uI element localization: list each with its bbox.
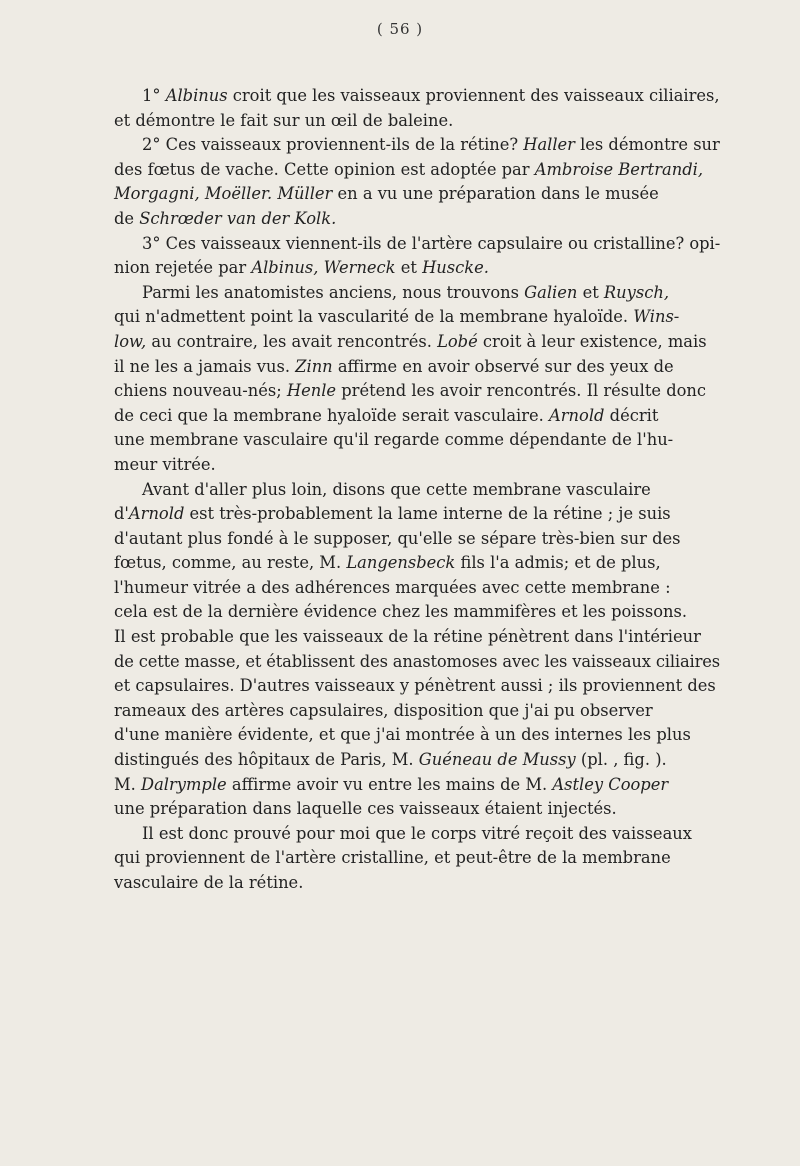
text-line xyxy=(114,699,720,724)
text-run: d' xyxy=(114,504,129,524)
italic-name: Zinn xyxy=(295,356,333,376)
text-run: vasculaire de la rétine. xyxy=(114,873,304,892)
italic-name: Galien xyxy=(524,282,578,302)
text-run: Il est donc prouvé pour moi que le corps vitré reçoit des vaisseaux xyxy=(142,823,692,843)
text-run: au contraire, les avait rencontrés. xyxy=(146,331,438,351)
text-run: 3° Ces vaisseaux viennent-ils de l'artère capsulaire ou cristalline? opi- xyxy=(142,233,721,253)
italic-name: Dalrymple xyxy=(141,774,227,794)
italic-name: Albinus xyxy=(165,86,228,105)
text-run: Avant d'aller plus loin, disons que cette membrane vasculaire xyxy=(142,479,651,499)
text-run: distingués des hôpitaux de Paris, M. xyxy=(114,750,419,770)
italic-name: Haller xyxy=(523,135,575,155)
text-run: affirme en avoir observé sur des yeux de xyxy=(332,356,674,376)
text-run: qui n'admettent point la vascularité de la membrane hyaloïde. xyxy=(114,307,634,327)
italic-name: Morgagni, Moëller. Müller xyxy=(114,184,333,204)
text-line xyxy=(114,133,720,158)
italic-name: Guéneau de Mussy xyxy=(418,750,576,770)
italic-name: Arnold xyxy=(549,405,605,425)
text-line xyxy=(114,871,720,896)
text-run: meur vitrée. xyxy=(114,454,216,474)
italic-name: Langensbeck xyxy=(346,553,456,573)
text-run: Parmi les anatomistes anciens, nous trouvons xyxy=(142,282,525,302)
text-line xyxy=(114,822,720,847)
text-line xyxy=(114,379,720,404)
text-line xyxy=(114,723,720,748)
text-line xyxy=(114,84,720,109)
italic-name: Huscke. xyxy=(422,258,489,278)
text-line xyxy=(114,404,720,429)
text-line xyxy=(114,797,720,822)
text-line xyxy=(114,551,720,576)
text-run: et xyxy=(395,258,423,278)
text-run: une préparation dans laquelle ces vaisseaux étaient injectés. xyxy=(114,799,617,819)
text-run: en a vu une préparation dans le musée xyxy=(332,184,659,204)
text-run: croit à leur existence, mais xyxy=(477,331,707,351)
text-run: de ceci que la membrane hyaloïde serait vasculaire. xyxy=(114,405,550,425)
text-line xyxy=(114,478,720,503)
text-line xyxy=(114,600,720,625)
text-run: croit que les vaisseaux proviennent des vaisseaux ciliaires, xyxy=(227,86,720,105)
text-run: est très-probablement la lame interne de la rétine ; je suis xyxy=(184,504,671,524)
italic-name: Schrœder van der Kolk. xyxy=(139,208,337,228)
text-run: qui proviennent de l'artère cristalline, et peut-être de la membrane xyxy=(114,848,671,868)
text-line xyxy=(114,674,720,699)
text-run: 2° Ces vaisseaux proviennent-ils de la rétine? xyxy=(142,135,524,155)
text-line xyxy=(114,305,720,330)
text-line xyxy=(114,158,720,183)
text-run: d'une manière évidente, et que j'ai montrée à un des internes les plus xyxy=(114,725,691,745)
text-run: (pl. , fig. ). xyxy=(575,750,667,770)
text-line xyxy=(114,355,720,380)
text-line xyxy=(114,650,720,675)
text-line xyxy=(114,527,720,552)
text-run: une membrane vasculaire qu'il regarde comme dépendante de l'hu- xyxy=(114,430,674,450)
text-run: et démontre le fait sur un œil de baleine. xyxy=(114,110,454,130)
italic-name: low, xyxy=(114,331,147,351)
text-run: les démontre sur xyxy=(574,135,720,155)
italic-name: Ruysch, xyxy=(603,282,669,302)
body-text xyxy=(114,84,720,896)
page-number: ( 56 ) xyxy=(376,20,424,38)
text-run: rameaux des artères capsulaires, disposition que j'ai pu observer xyxy=(114,700,653,720)
text-line xyxy=(114,428,720,453)
text-run: 1° xyxy=(142,86,166,105)
text-run: prétend les avoir rencontrés. Il résulte donc xyxy=(336,381,707,401)
text-run: des fœtus de vache. Cette opinion est adoptée par xyxy=(114,159,535,179)
text-run: de xyxy=(114,208,140,228)
text-run: décrit xyxy=(604,405,659,425)
text-line xyxy=(114,256,720,281)
italic-name: Henle xyxy=(286,381,337,401)
italic-name: Albinus, Werneck xyxy=(251,258,396,278)
text-line xyxy=(114,207,720,232)
italic-name: Lobé xyxy=(437,331,478,351)
text-line xyxy=(114,453,720,478)
text-run: et capsulaires. D'autres vaisseaux y pénètrent aussi ; ils proviennent des xyxy=(114,676,716,696)
text-line xyxy=(114,281,720,306)
text-run: l'humeur vitrée a des adhérences marquées avec cette membrane : xyxy=(114,577,671,597)
text-run: d'autant plus fondé à le supposer, qu'elle se sépare très-bien sur des xyxy=(114,528,681,548)
text-run: cela est de la dernière évidence chez les mammifères et les poissons. xyxy=(114,602,688,622)
text-line xyxy=(114,330,720,355)
text-run: fœtus, comme, au reste, M. xyxy=(114,553,347,573)
text-run: affirme avoir vu entre les mains de M. xyxy=(226,774,553,794)
text-line xyxy=(114,846,720,871)
text-run: il ne les a jamais vus. xyxy=(114,356,296,376)
text-line xyxy=(114,182,720,207)
text-line xyxy=(114,109,720,134)
text-run: nion rejetée par xyxy=(114,258,252,278)
text-line xyxy=(114,773,720,798)
text-line xyxy=(114,748,720,773)
text-run: et xyxy=(577,282,604,302)
text-run: Il est probable que les vaisseaux de la rétine pénètrent dans l'intérieur xyxy=(114,627,701,647)
text-line xyxy=(114,232,720,257)
text-run: de cette masse, et établissent des anastomoses avec les vaisseaux ciliaires xyxy=(114,651,720,671)
italic-name: Ambroise Bertrandi, xyxy=(534,159,704,179)
italic-name: Astley Cooper xyxy=(552,774,669,794)
text-line xyxy=(114,625,720,650)
text-run: M. xyxy=(114,774,142,794)
text-run: fils l'a admis; et de plus, xyxy=(455,553,661,573)
italic-name: Wins- xyxy=(633,307,680,327)
text-line xyxy=(114,576,720,601)
italic-name: Arnold xyxy=(128,504,185,524)
text-line xyxy=(114,502,720,527)
text-run: chiens nouveau-nés; xyxy=(114,381,287,401)
